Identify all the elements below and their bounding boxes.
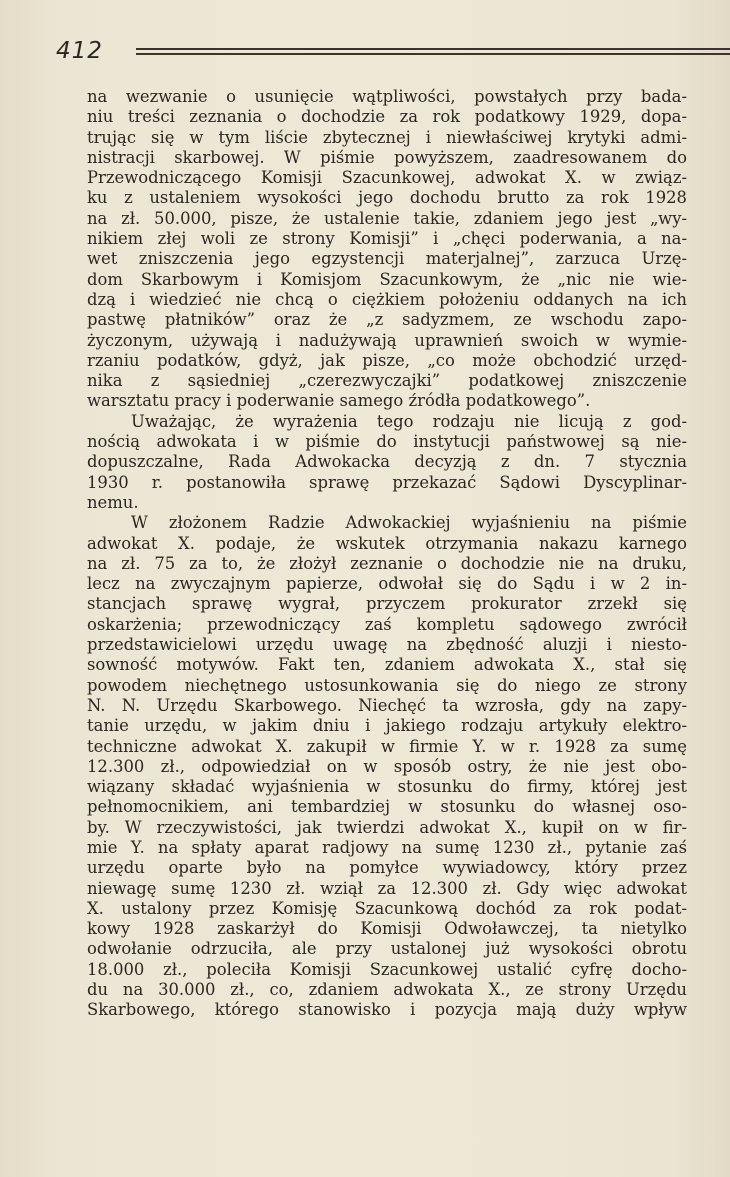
text-line: Przewodniczącego Komisji Szacunkowej, adwokat X. w związ- — [87, 168, 687, 188]
text-line: rzaniu podatków, gdyż, jak pisze, „co może obchodzić urzęd- — [87, 350, 687, 370]
text-line: nistracji skarbowej. W piśmie powyższem, zaadresowanem do — [87, 147, 687, 167]
text-line: dom Skarbowym i Komisjom Szacunkowym, że „nic nie wie- — [87, 269, 687, 289]
text-line: tanie urzędu, w jakim dniu i jakiego rodzaju artykuły elektro- — [87, 716, 687, 736]
text-line: stancjach sprawę wygrał, przyczem prokurator zrzekł się — [87, 594, 687, 614]
text-line: odwołanie odrzuciła, ale przy ustalonej już wysokości obrotu — [87, 939, 687, 959]
text-line: by. W rzeczywistości, jak twierdzi adwokat X., kupił on w fir- — [87, 817, 687, 837]
text-line: N. N. Urzędu Skarbowego. Niechęć ta wzrosła, gdy na zapy- — [87, 695, 687, 715]
text-line: wiązany składać wyjaśnienia w stosunku do firmy, której jest — [87, 777, 687, 797]
text-line: pełnomocnikiem, ani tembardziej w stosunku do własnej oso- — [87, 797, 687, 817]
text-line: na zł. 50.000, pisze, że ustalenie takie, zdaniem jego jest „wy- — [87, 208, 687, 228]
text-line: X. ustalony przez Komisję Szacunkową dochód za rok podat- — [87, 898, 687, 918]
text-line: mie Y. na spłaty aparat radjowy na sumę 1230 zł., pytanie zaś — [87, 837, 687, 857]
text-line: nemu. — [87, 492, 139, 512]
text-line: na wezwanie o usunięcie wątpliwości, powstałych przy bada- — [87, 87, 687, 106]
text-line: na zł. 75 za to, że złożył zeznanie o dochodzie nie na druku, — [87, 553, 687, 573]
text-line: Uważając, że wyrażenia tego rodzaju nie licują z god- — [131, 411, 687, 431]
text-line: 18.000 zł., poleciła Komisji Szacunkowej ustalić cyfrę docho- — [87, 959, 687, 979]
text-line: powodem niechętnego ustosunkowania się do niego ze strony — [87, 675, 687, 695]
text-line: W złożonem Radzie Adwokackiej wyjaśnieniu na piśmie — [131, 513, 687, 533]
text-line: nością adwokata i w piśmie do instytucji państwowej są nie- — [87, 432, 687, 452]
body-text — [87, 87, 687, 1021]
text-line: lecz na zwyczajnym papierze, odwołał się do Sądu i w 2 in- — [87, 574, 687, 594]
header-rule — [136, 53, 730, 55]
text-line: techniczne adwokat X. zakupił w firmie Y. w r. 1928 za sumę — [87, 736, 687, 756]
text-line: wet zniszczenia jego egzystencji materjalnej”, zarzuca Urzę- — [87, 249, 687, 269]
text-line: du na 30.000 zł., co, zdaniem adwokata X., ze strony Urzędu — [87, 980, 687, 1000]
text-line: oskarżenia; przewodniczący zaś kompletu sądowego zwrócił — [87, 614, 687, 634]
text-line: kowy 1928 zaskarżył do Komisji Odwoławczej, ta nietylko — [87, 919, 687, 939]
paragraph — [87, 412, 687, 513]
text-line: warsztatu pracy i poderwanie samego źródła podatkowego”. — [87, 391, 591, 411]
text-line: sowność motywów. Fakt ten, zdaniem adwokata X., stał się — [87, 655, 687, 675]
text-line: ku z ustaleniem wysokości jego dochodu brutto za rok 1928 — [87, 188, 687, 208]
page-header — [56, 38, 696, 68]
text-line: niewagę sumę 1230 zł. wziął za 12.300 zł. Gdy więc adwokat — [87, 878, 687, 898]
text-line: urzędu oparte było na pomyłce wywiadowcy, który przez — [87, 858, 687, 878]
page-number: 412 — [56, 38, 103, 64]
text-line: dopuszczalne, Rada Adwokacka decyzją z dn. 7 stycznia — [87, 452, 687, 472]
text-line: trując się w tym liście zbytecznej i niewłaściwej krytyki admi- — [87, 127, 687, 147]
text-line: dzą i wiedzieć nie chcą o ciężkiem położeniu oddanych na ich — [87, 289, 687, 309]
paragraph — [87, 87, 687, 412]
text-line: niu treści zeznania o dochodzie za rok podatkowy 1929, dopa- — [87, 107, 687, 127]
header-rule — [136, 48, 730, 50]
text-line: Skarbowego, którego stanowisko i pozycja mają duży wpływ — [87, 1000, 687, 1020]
paragraph — [87, 513, 687, 1020]
text-line: 12.300 zł., odpowiedział on w sposób ostry, że nie jest obo- — [87, 756, 687, 776]
text-line: nika z sąsiedniej „czerezwyczajki” podatkowej zniszczenie — [87, 371, 687, 391]
text-line: życzonym, używają i nadużywają uprawnień swoich w wymie- — [87, 330, 687, 350]
text-line: 1930 r. postanowiła sprawę przekazać Sądowi Dyscyplinar- — [87, 472, 687, 492]
text-line: pastwę płatników” oraz że „z sadyzmem, ze wschodu zapo- — [87, 310, 687, 330]
text-line: przedstawicielowi urzędu uwagę na zbędność aluzji i niesto- — [87, 635, 687, 655]
text-line: adwokat X. podaje, że wskutek otrzymania nakazu karnego — [87, 533, 687, 553]
text-line: nikiem złej woli ze strony Komisji” i „chęci poderwania, a na- — [87, 229, 687, 249]
